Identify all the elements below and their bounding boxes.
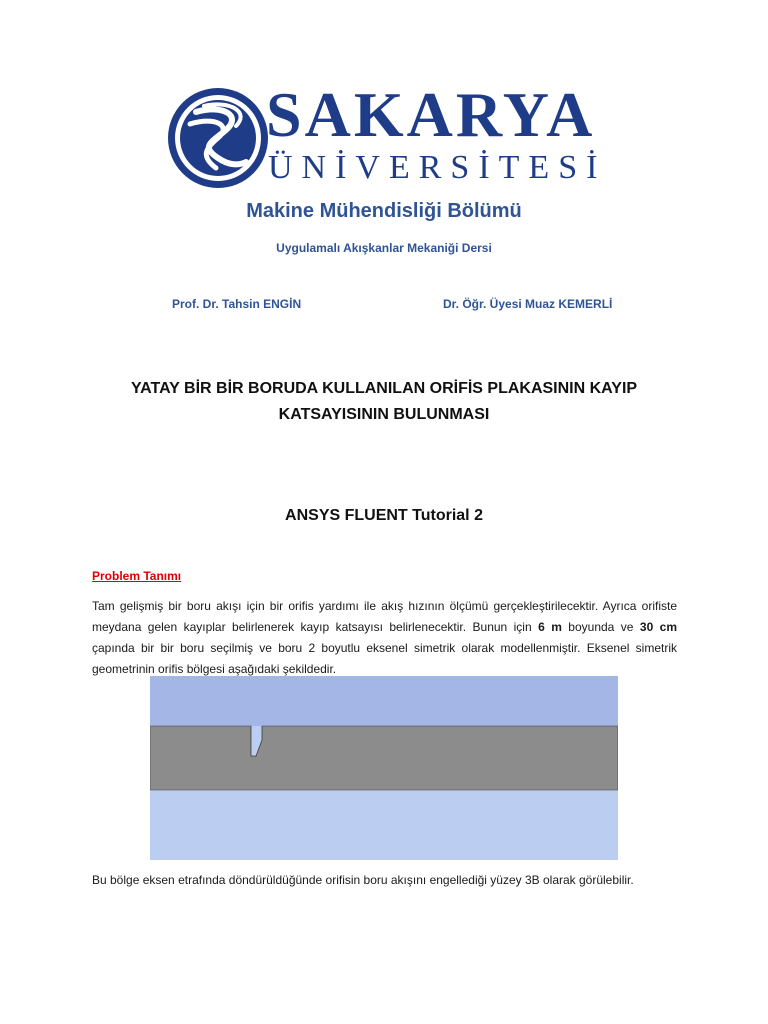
logo-wordmark-line1: SAKARYA [266,79,596,150]
title-line-2: KATSAYISININ BULUNMASI [278,406,490,423]
document-title [60,376,708,428]
section-heading: Problem Tanımı [92,569,182,583]
pipe-diameter-value: 30 cm [639,620,678,634]
pipe-wall-with-orifice [150,726,618,790]
tutorial-subtitle: ANSYS FLUENT Tutorial 2 [285,507,483,524]
pipe-length-value: 6 m [538,620,562,634]
paragraph-text-part: çapında bir bir boru seçilmiş ve boru 2 boyutlu eksenel simetrik olarak modellenmiştir. Eksenel simetrik geometrinin orifis bölgesi aşağıdaki şekildedir. [92,641,677,676]
course-name: Uygulamalı Akışkanlar Mekaniği Dersi [276,241,492,255]
logo-wordmark-line2: ÜNİVERSİTESİ [268,149,607,186]
paragraph-text-part: Tam gelişmiş bir boru akışı için bir orifis yardımı ile akış hızının ölçümü gerçekleştirilecektir. Ayrıca orifiste meydana gelen kayıplar belirlenerek kayıp katsayısı belirlenecektir. Bunun için [92,599,677,634]
problem-paragraph [92,596,677,680]
instructor-left: Prof. Dr. Tahsin ENGİN [172,297,302,311]
lower-fluid-region [150,790,618,860]
orifice-geometry-figure [150,676,618,860]
instructor-right: Dr. Öğr. Üyesi Muaz KEMERLİ [443,297,613,311]
title-line-1: YATAY BİR BİR BORUDA KULLANILAN ORİFİS PLAKASININ KAYIP [130,380,638,397]
department-name: Makine Mühendisliği Bölümü [246,200,522,222]
university-logo-icon [166,86,270,190]
closing-paragraph: Bu bölge eksen etrafında döndürüldüğünde orifisin boru akışını engellediği yüzey 3B olarak görülebilir. [92,873,634,887]
paragraph-text-part: boyunda ve [561,620,640,634]
upper-fluid-region [150,676,618,726]
